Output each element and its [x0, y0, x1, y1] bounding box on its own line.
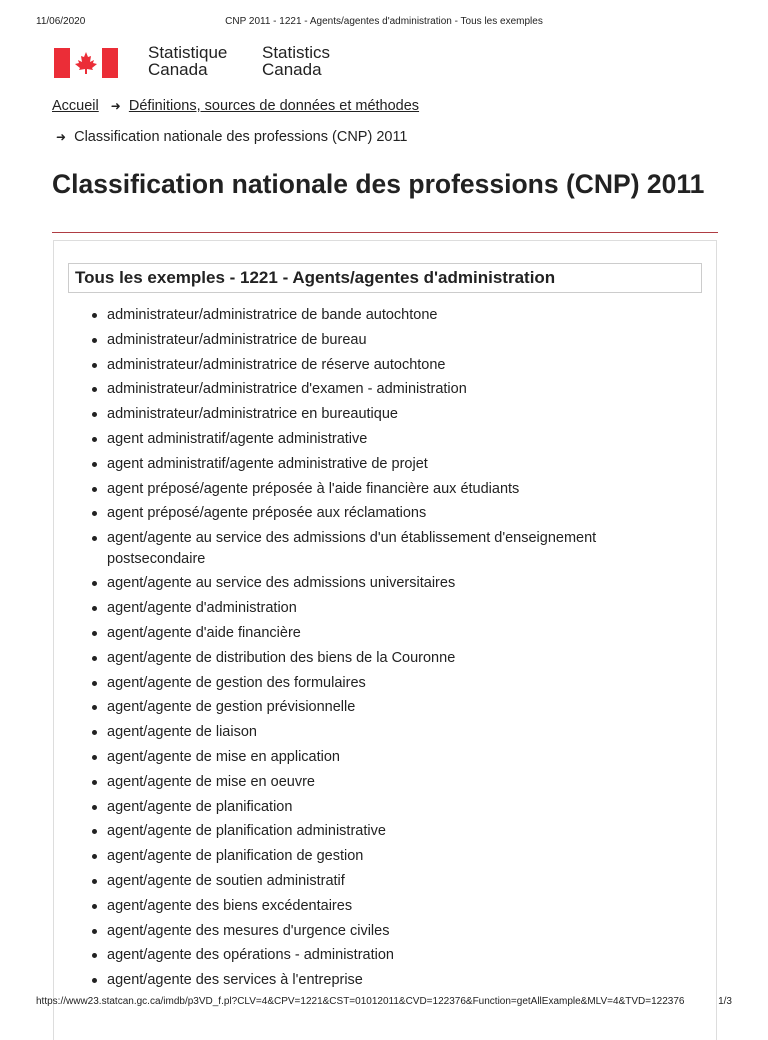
example-list-item: administrateur/administratrice de bande autochtone [107, 305, 697, 326]
example-list-item: agent/agente au service des admissions universitaires [107, 573, 697, 594]
wordmark-fr-line2: Canada [148, 60, 208, 79]
example-list-item: agent/agente des opérations - administration [107, 945, 697, 966]
arrow-right-icon: ➜ [56, 130, 67, 144]
example-list-item: agent/agente de liaison [107, 722, 697, 743]
example-list-item: agent/agente des biens excédentaires [107, 896, 697, 917]
wordmark-english [262, 44, 330, 78]
example-list-item: agent/agente de mise en application [107, 747, 697, 768]
example-list-item: agent/agente des mesures d'urgence civiles [107, 921, 697, 942]
breadcrumb-current [56, 128, 408, 146]
arrow-right-icon: ➜ [110, 99, 121, 113]
example-list-item: administrateur/administratrice de bureau [107, 330, 697, 351]
example-list-item: agent/agente de gestion des formulaires [107, 673, 697, 694]
panel-heading: Tous les exemples - 1221 - Agents/agentes d'administration [68, 263, 702, 293]
print-footer [36, 996, 732, 1010]
example-list-item: agent/agente des services à l'entreprise [107, 970, 697, 991]
print-document-title: CNP 2011 - 1221 - Agents/agentes d'administration - Tous les exemples [225, 16, 543, 27]
breadcrumb [52, 97, 419, 115]
example-list-item: agent/agente de mise en oeuvre [107, 772, 697, 793]
example-list-item: administrateur/administratrice de réserve autochtone [107, 355, 697, 376]
example-list-item: agent administratif/agente administrative [107, 429, 697, 450]
print-date: 11/06/2020 [36, 16, 86, 27]
examples-list [107, 305, 697, 995]
print-url: https://www23.statcan.gc.ca/imdb/p3VD_f.pl?CLV=4&CPV=1221&CST=01012011&CVD=122376&Function=getAllExample&MLV=4&TVD=122376 [36, 996, 685, 1007]
page-number: 1/3 [718, 996, 732, 1007]
wordmark-en-line2: Canada [262, 60, 322, 79]
example-list-item: agent/agente de gestion prévisionnelle [107, 697, 697, 718]
example-list-item: agent/agente au service des admissions d'un établissement d'enseignement postsecondaire [107, 528, 697, 569]
example-list-item: agent/agente de soutien administratif [107, 871, 697, 892]
example-list-item: agent préposé/agente préposée aux réclamations [107, 503, 697, 524]
wordmark-french [148, 44, 227, 78]
example-list-item: agent/agente de planification administrative [107, 821, 697, 842]
page-title: Classification nationale des professions (CNP) 2011 [52, 169, 705, 199]
example-list-item: agent/agente de distribution des biens de la Couronne [107, 648, 697, 669]
title-divider [52, 232, 718, 233]
wordmark-en-line1: Statistics [262, 43, 331, 62]
wordmark-fr-line1: Statistique [148, 43, 228, 62]
example-list-item: agent/agente de planification de gestion [107, 846, 697, 867]
canada-flag-icon [54, 48, 118, 78]
example-list-item: agent/agente de planification [107, 797, 697, 818]
example-list-item: agent préposé/agente préposée à l'aide financière aux étudiants [107, 479, 697, 500]
example-list-item: administrateur/administratrice d'examen - administration [107, 379, 697, 400]
example-list-item: agent/agente d'aide financière [107, 623, 697, 644]
example-list-item: agent/agente d'administration [107, 598, 697, 619]
breadcrumb-definitions-link[interactable]: Définitions, sources de données et méthodes [128, 98, 420, 114]
breadcrumb-current-label: Classification nationale des professions (CNP) 2011 [74, 129, 408, 145]
example-list-item: administrateur/administratrice en bureautique [107, 404, 697, 425]
breadcrumb-home-link[interactable]: Accueil [52, 98, 99, 114]
example-list-item: agent administratif/agente administrative de projet [107, 454, 697, 475]
print-header [36, 16, 732, 30]
